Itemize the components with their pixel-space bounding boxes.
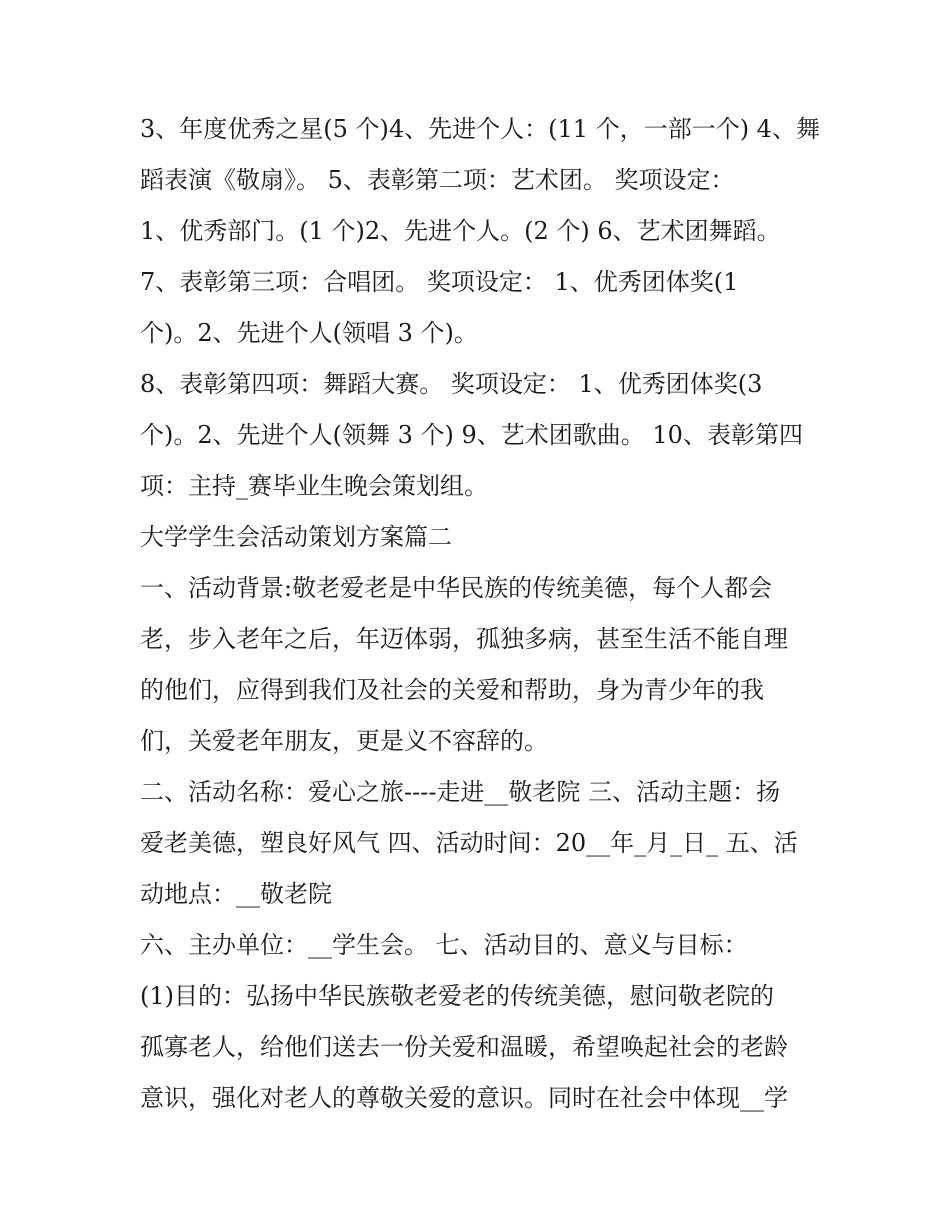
text-line: 的他们，应得到我们及社会的关爱和帮助，身为青少年的我: [140, 676, 764, 704]
text-line: 7、表彰第三项：合唱团。 奖项设定： 1、优秀团体奖(1: [140, 268, 739, 296]
text-line: (1)目的：弘扬中华民族敬老爱老的传统美德，慰问敬老院的: [140, 982, 774, 1010]
text-line: 一、活动背景:敬老爱老是中华民族的传统美德，每个人都会: [140, 574, 773, 602]
text-line: 项：主持_赛毕业生晚会策划组。: [140, 472, 488, 500]
text-line: 蹈表演《敬扇》。 5、表彰第二项：艺术团。 奖项设定：: [140, 166, 735, 194]
document-body: [140, 104, 820, 1124]
text-line: 个)。2、先进个人(领唱 3 个)。: [140, 319, 478, 347]
text-line: 1、优秀部门。(1 个)2、先进个人。(2 个) 6、艺术团舞蹈。: [140, 217, 781, 245]
text-line: 们，关爱老年朋友，更是义不容辞的。: [140, 727, 548, 755]
text-line: 老，步入老年之后，年迈体弱，孤独多病，甚至生活不能自理: [140, 625, 788, 653]
text-line: 爱老美德，塑良好风气 四、活动时间：20__年_月_日_ 五、活: [140, 829, 798, 857]
text-line: 六、主办单位：__学生会。 七、活动目的、意义与目标：: [140, 931, 748, 959]
text-line: 8、表彰第四项：舞蹈大赛。 奖项设定： 1、优秀团体奖(3: [140, 370, 763, 398]
section-heading: 大学学生会活动策划方案篇二: [140, 523, 452, 551]
text-line: 二、活动名称：爱心之旅----走进__敬老院 三、活动主题：扬: [140, 778, 781, 806]
text-line: 动地点：__敬老院: [140, 880, 332, 908]
text-line: 意识，强化对老人的尊敬关爱的意识。同时在社会中体现__学: [140, 1084, 788, 1112]
text-line: 个)。2、先进个人(领舞 3 个) 9、艺术团歌曲。 10、表彰第四: [140, 421, 803, 449]
text-line: 3、年度优秀之星(5 个)4、先进个人：(11 个，一部一个) 4、舞: [140, 115, 820, 143]
text-line: 孤寡老人，给他们送去一份关爱和温暖，希望唤起社会的老龄: [140, 1033, 788, 1061]
